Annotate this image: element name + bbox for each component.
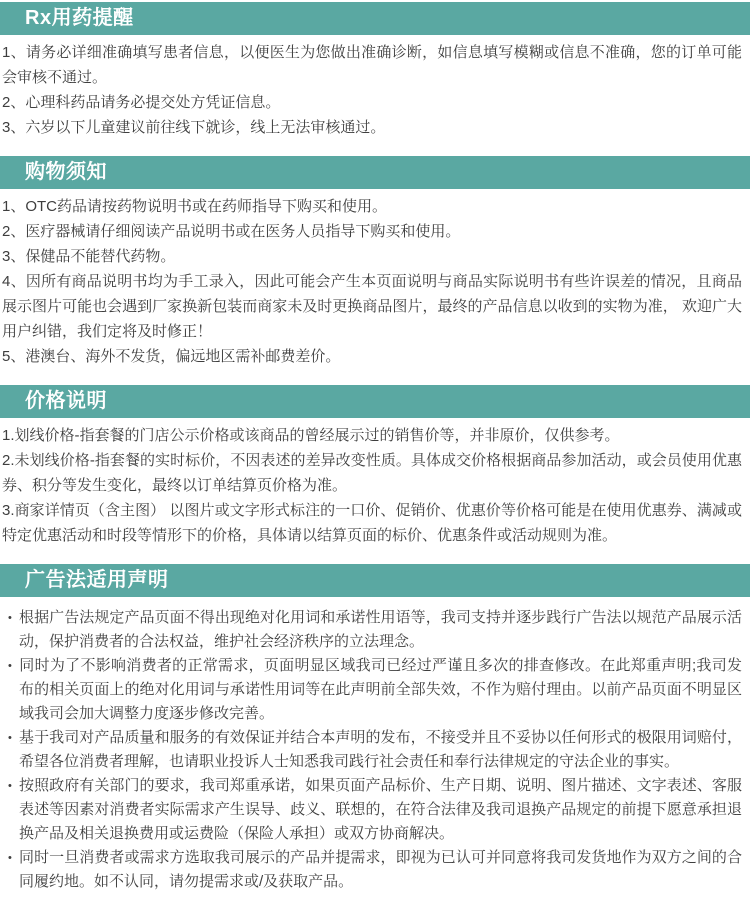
section-item: • 按照政府有关部门的要求，我司郑重承诺，如果页面产品标价、生产日期、说明、图片描述、文字表述、客服表述等因素对消费者实际需求产生误导、歧义、联想的，在符合法律及我司退换产品规定的前提下愿意承担退换产品及相关退换费用或运费险（保险人承担）或双方协商解决。 (8, 774, 742, 846)
section-header-rx-reminder: Rx用药提醒 (0, 2, 750, 35)
section-item: 2、医疗器械请仔细阅读产品说明书或在医务人员指导下购买和使用。 (2, 223, 461, 240)
section-header-ad-law: 广告法适用声明 (0, 564, 750, 597)
section-item: 4、因所有商品说明书均为手工录入，因此可能会产生本页面说明与商品实际说明书有些许误差的情况，且商品展示图片可能也会遇到厂家换新包装而商家未及时更换商品图片，最终的产品信息以收到的实物为准， 欢迎广大用户纠错，我们定将及时修正！ (2, 273, 742, 340)
section-body-rx-reminder (0, 35, 750, 156)
section-item: 5、港澳台、海外不发货，偏远地区需补邮费差价。 (2, 348, 341, 365)
disclaimer-section (0, 564, 750, 910)
section-body-ad-law (0, 597, 750, 910)
bullet-marker: • (8, 780, 12, 792)
section-item: • 基于我司对产品质量和服务的有效保证并结合本声明的发布，不接受并且不妥协以任何形式的极限用词赔付，希望各位消费者理解，也请职业投诉人士知悉我司践行社会责任和奉行法律规定的守法企业的事实。 (8, 726, 742, 774)
section-body-shopping-notice (0, 189, 750, 385)
section-item: 2、心理科药品请务必提交处方凭证信息。 (2, 94, 281, 111)
section-item: 1、请务必详细准确填写患者信息，以便医生为您做出准确诊断，如信息填写模糊或信息不准确，您的订单可能会审核不通过。 (2, 44, 742, 86)
section-header-shopping-notice: 购物须知 (0, 156, 750, 189)
section-item: 2.未划线价格-指套餐的实时标价，不因表述的差异改变性质。具体成交价格根据商品参加活动，或会员使用优惠券、积分等发生变化，最终以订单结算页价格为准。 (2, 452, 742, 494)
disclaimer-section (0, 385, 750, 564)
section-item: 3、六岁以下儿童建议前往线下就诊，线上无法审核通过。 (2, 119, 386, 136)
bullet-marker: • (8, 852, 12, 864)
disclaimer-section (0, 2, 750, 156)
section-item: • 根据广告法规定产品页面不得出现绝对化用词和承诺性用语等，我司支持并逐步践行广告法以规范产品展示活动，保护消费者的合法权益，维护社会经济秩序的立法理念。 (8, 606, 742, 654)
bullet-marker: • (8, 732, 12, 744)
section-item: • 同时一旦消费者或需求方选取我司展示的产品并提需求，即视为已认可并同意将我司发货地作为双方之间的合同履约地。如不认同，请勿提需求或/及获取产品。 (8, 846, 742, 894)
section-item: 3、保健品不能替代药物。 (2, 248, 176, 265)
section-body-price-description (0, 418, 750, 564)
disclaimer-section (0, 156, 750, 385)
bullet-marker: • (8, 660, 12, 672)
section-item: 1、OTC药品请按药物说明书或在药师指导下购买和使用。 (2, 198, 388, 215)
section-item: • 同时为了不影响消费者的正常需求，页面明显区域我司已经过严谨且多次的排查修改。在此郑重声明;我司发布的相关页面上的绝对化用词与承诺性用词等在此声明前全部失效，不作为赔付理由。以前产品页面不明显区域我司会加大调整力度逐步修改完善。 (8, 654, 742, 726)
disclaimer-page (0, 2, 750, 910)
section-item: 1.划线价格-指套餐的门店公示价格或该商品的曾经展示过的销售价等，并非原价，仅供参考。 (2, 427, 620, 444)
bullet-marker: • (8, 612, 12, 624)
section-item: 3.商家详情页（含主图） 以图片或文字形式标注的一口价、促销价、优惠价等价格可能是在使用优惠券、满减或特定优惠活动和时段等情形下的价格，具体请以结算页面的标价、优惠条件或活动规则为准。 (2, 502, 742, 544)
section-header-price-description: 价格说明 (0, 385, 750, 418)
